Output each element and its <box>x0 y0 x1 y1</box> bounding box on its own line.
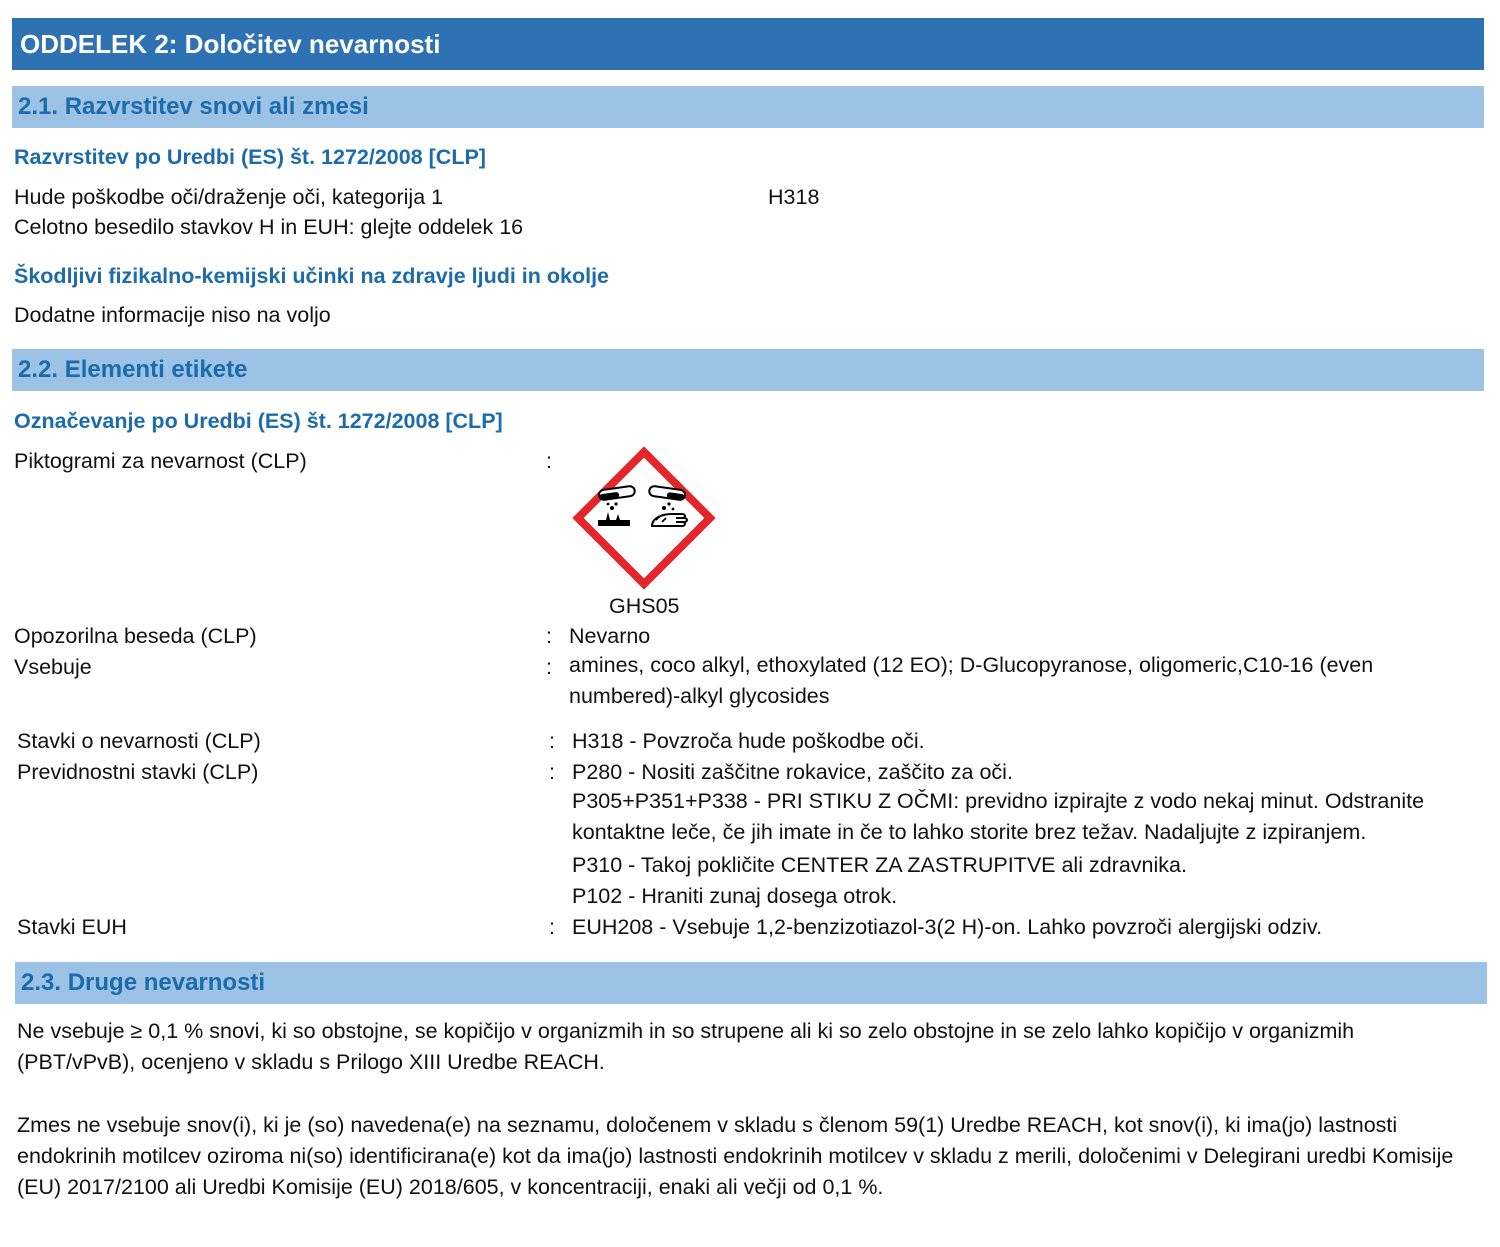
ghs05-corrosion-pictogram <box>572 446 716 590</box>
colon: : <box>549 760 555 784</box>
section-2-1-title: 2.1. Razvrstitev snovi ali zmesi <box>18 93 369 120</box>
colon: : <box>549 729 555 753</box>
clp-classification-subtitle: Razvrstitev po Uredbi (ES) št. 1272/2008 [CLP] <box>14 145 486 169</box>
precautionary-p310: P310 - Takoj pokličite CENTER ZA ZASTRUPITVE ali zdravnika. <box>572 853 1187 877</box>
signal-word-value: Nevarno <box>569 624 651 648</box>
precautionary-p305: P305+P351+P338 - PRI STIKU Z OČMI: previdno izpirajte z vodo nekaj minut. Odstranite kontaktne leče, če jih imate in če to lahko storite brez težav. Nadaljujte z izpiranjem. <box>572 789 1425 844</box>
contains-value: amines, coco alkyl, ethoxylated (12 EO); D-Glucopyranose, oligomeric,C10-16 (even numbered)-alkyl glycosides <box>569 653 1374 708</box>
effects-text: Dodatne informacije niso na voljo <box>14 303 331 327</box>
contains-label: Vsebuje <box>14 655 92 679</box>
colon: : <box>546 624 552 648</box>
effects-subtitle: Škodljivi fizikalno-kemijski učinki na zdravje ljudi in okolje <box>14 264 609 288</box>
precautionary-p102: P102 - Hraniti zunaj dosega otrok. <box>572 884 898 908</box>
section-2-2-title: 2.2. Elementi etikete <box>18 356 248 383</box>
signal-word-label: Opozorilna beseda (CLP) <box>14 624 257 648</box>
precautionary-label: Previdnostni stavki (CLP) <box>17 760 259 784</box>
section-2-2-header <box>12 349 1484 391</box>
pictogram-code: GHS05 <box>609 594 680 618</box>
full-text-note: Celotno besedilo stavkov H in EUH: glejte oddelek 16 <box>14 215 524 239</box>
euh-label: Stavki EUH <box>17 915 127 939</box>
euh-value: EUH208 - Vsebuje 1,2-benzizotiazol-3(2 H)-on. Lahko povzroči alergijski odziv. <box>572 915 1323 939</box>
section-2-title: ODDELEK 2: Določitev nevarnosti <box>20 29 441 59</box>
colon: : <box>546 449 552 473</box>
section-2-header <box>12 18 1484 70</box>
section-2-3-title: 2.3. Druge nevarnosti <box>21 969 266 996</box>
classification-label: Hude poškodbe oči/draženje oči, kategorija 1 <box>14 185 444 209</box>
section-2-3-header <box>15 962 1487 1004</box>
hazard-statements-label: Stavki o nevarnosti (CLP) <box>17 729 261 753</box>
precautionary-p280: P280 - Nositi zaščitne rokavice, zaščito za oči. <box>572 760 1013 784</box>
section-2-1-header <box>12 86 1484 128</box>
colon: : <box>546 655 552 679</box>
pictograms-label: Piktogrami za nevarnost (CLP) <box>14 449 307 473</box>
labeling-subtitle: Označevanje po Uredbi (ES) št. 1272/2008 [CLP] <box>14 409 503 433</box>
other-hazards-paragraph-2: Zmes ne vsebuje snov(i), ki je (so) navedena(e) na seznamu, določenem v skladu s členom 59(1) Uredbe REACH, kot snov(i), ki ima(jo) lastnosti endokrinih motilcev oziroma ni(so) identificirana(e) kot da ima(jo) lastnosti endokrinih motilcev v skladu z merili, določenimi v Delegirani uredbi Komisije (EU) 2017/2100 ali Uredbi Komisije (EU) 2018/605, v koncentraciji, enaki ali večji od 0,1 %. <box>17 1113 1454 1199</box>
colon: : <box>549 915 555 939</box>
hazard-statements-value: H318 - Povzroča hude poškodbe oči. <box>572 729 925 753</box>
other-hazards-paragraph-1: Ne vsebuje ≥ 0,1 % snovi, ki so obstojne, se kopičijo v organizmih in so strupene ali ki so zelo obstojne in se zelo lahko kopičijo v organizmih (PBT/vPvB), ocenjeno v skladu s Prilogo XIII Uredbe REACH. <box>17 1019 1355 1074</box>
classification-code: H318 <box>768 185 820 209</box>
